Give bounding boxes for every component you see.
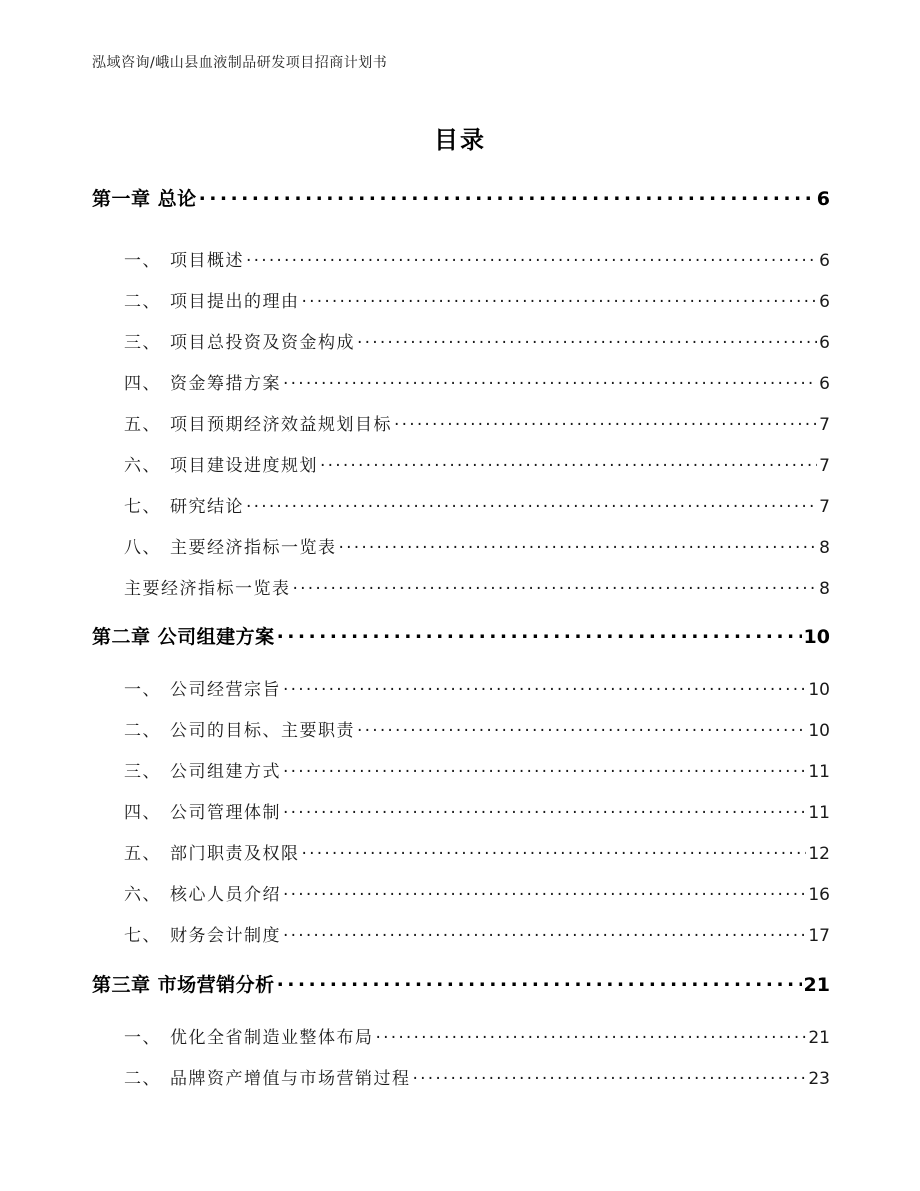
dot-leader [277, 972, 802, 991]
toc-page-number: 6 [819, 251, 830, 271]
toc-page-number: 11 [808, 762, 830, 782]
dot-leader [283, 372, 817, 389]
toc-entry-label [124, 757, 281, 782]
toc-section-1-6[interactable] [124, 451, 830, 476]
section-number: 五、 [124, 415, 161, 435]
toc-page-number: 16 [808, 885, 830, 905]
toc-entry-label [124, 1023, 374, 1048]
section-number: 二、 [124, 1069, 161, 1089]
section-title: 公司组建方式 [170, 762, 281, 782]
dot-leader [246, 249, 817, 266]
toc-section-1-2[interactable] [124, 287, 830, 312]
section-title: 公司管理体制 [170, 803, 281, 823]
toc-entry-label [124, 328, 355, 353]
dot-leader [283, 924, 806, 941]
section-number: 一、 [124, 680, 161, 700]
section-number: 一、 [124, 251, 161, 271]
toc-entry-label: 第三章 市场营销分析 [92, 974, 275, 996]
toc-page-number: 12 [808, 844, 830, 864]
section-number: 三、 [124, 762, 161, 782]
toc-section-3-2[interactable] [124, 1064, 830, 1089]
toc-section-1-5[interactable] [124, 410, 830, 435]
toc-entry-label [124, 369, 281, 394]
section-title: 项目提出的理由 [170, 292, 300, 312]
dot-leader [339, 536, 818, 553]
section-title: 项目预期经济效益规划目标 [170, 415, 392, 435]
section-number: 二、 [124, 292, 161, 312]
section-title: 优化全省制造业整体布局 [170, 1028, 374, 1048]
dot-leader [283, 801, 806, 818]
toc-section-3-1[interactable] [124, 1023, 830, 1048]
toc-entry-label [124, 246, 244, 271]
toc-entry-label [124, 410, 392, 435]
toc-page-number: 7 [819, 415, 830, 435]
running-header: 泓域咨询/峨山县血液制品研发项目招商计划书 [92, 55, 388, 71]
dot-leader [199, 186, 815, 205]
toc-section-2-6[interactable] [124, 880, 830, 905]
section-number: 五、 [124, 844, 161, 864]
dot-leader [357, 331, 817, 348]
section-number: 六、 [124, 885, 161, 905]
dot-leader [277, 624, 802, 643]
toc-page-number: 8 [819, 579, 830, 599]
dot-leader [376, 1026, 807, 1043]
section-number: 一、 [124, 1028, 161, 1048]
dot-leader [320, 454, 817, 471]
toc-page-number: 6 [816, 188, 830, 210]
toc-entry-label: 第二章 公司组建方案 [92, 626, 275, 648]
toc-page-number: 21 [803, 974, 830, 996]
dot-leader [283, 678, 806, 695]
dot-leader [246, 495, 817, 512]
section-title: 项目概述 [170, 251, 244, 271]
dot-leader [394, 413, 817, 430]
toc-section-1-3[interactable] [124, 328, 830, 353]
toc-entry-label [124, 492, 244, 517]
section-title: 核心人员介绍 [170, 885, 281, 905]
toc-table-entry[interactable] [124, 574, 830, 599]
section-title: 公司的目标、主要职责 [170, 721, 355, 741]
section-title: 资金筹措方案 [170, 374, 281, 394]
toc-entry-label [124, 533, 337, 558]
toc-entry-label [124, 716, 355, 741]
toc-page-number: 11 [808, 803, 830, 823]
toc-page-number: 7 [819, 456, 830, 476]
dot-leader [413, 1067, 807, 1084]
section-title: 主要经济指标一览表 [170, 538, 337, 558]
toc-page-number: 7 [819, 497, 830, 517]
toc-section-1-8[interactable] [124, 533, 830, 558]
toc-page-number: 6 [819, 292, 830, 312]
section-number: 二、 [124, 721, 161, 741]
section-title: 项目总投资及资金构成 [170, 333, 355, 353]
toc-section-2-5[interactable] [124, 839, 830, 864]
section-number: 三、 [124, 333, 161, 353]
toc-section-2-1[interactable] [124, 675, 830, 700]
section-number: 四、 [124, 803, 161, 823]
toc-entry-label [124, 287, 300, 312]
section-title: 财务会计制度 [170, 926, 281, 946]
section-title: 部门职责及权限 [170, 844, 300, 864]
section-number: 六、 [124, 456, 161, 476]
dot-leader [302, 842, 807, 859]
section-number: 四、 [124, 374, 161, 394]
toc-page-number: 17 [808, 926, 830, 946]
toc-entry-label [124, 798, 281, 823]
toc-entry-label: 第一章 总论 [92, 188, 197, 210]
toc-entry-label [124, 880, 281, 905]
section-title: 公司经营宗旨 [170, 680, 281, 700]
toc-entry-label [124, 1064, 411, 1089]
toc-entry-label [124, 839, 300, 864]
toc-chapter-3[interactable] [92, 970, 830, 997]
toc-page-number: 10 [803, 626, 830, 648]
toc-entry-label: 主要经济指标一览表 [124, 579, 291, 599]
section-number: 七、 [124, 497, 161, 517]
section-title: 项目建设进度规划 [170, 456, 318, 476]
dot-leader [293, 577, 818, 594]
toc-entry-label [124, 451, 318, 476]
toc-section-2-7[interactable] [124, 921, 830, 946]
dot-leader [283, 883, 806, 900]
toc-page-number: 21 [808, 1028, 830, 1048]
section-number: 八、 [124, 538, 161, 558]
toc-page-number: 6 [819, 333, 830, 353]
toc-page-number: 23 [808, 1069, 830, 1089]
section-title: 品牌资产增值与市场营销过程 [170, 1069, 411, 1089]
toc-section-2-3[interactable] [124, 757, 830, 782]
toc-chapter-1[interactable] [92, 184, 830, 211]
toc-entry-label [124, 921, 281, 946]
toc-page-number: 10 [808, 721, 830, 741]
dot-leader [302, 290, 818, 307]
toc-section-1-7[interactable] [124, 492, 830, 517]
toc-page-number: 10 [808, 680, 830, 700]
toc-section-2-2[interactable] [124, 716, 830, 741]
dot-leader [283, 760, 806, 777]
toc-page-number: 8 [819, 538, 830, 558]
toc-entry-label [124, 675, 281, 700]
toc-section-2-4[interactable] [124, 798, 830, 823]
toc-page-number: 6 [819, 374, 830, 394]
toc-title: 目录 [434, 126, 486, 154]
dot-leader [357, 719, 806, 736]
section-title: 研究结论 [170, 497, 244, 517]
section-number: 七、 [124, 926, 161, 946]
toc-chapter-2[interactable] [92, 622, 830, 649]
toc-section-1-4[interactable] [124, 369, 830, 394]
toc-section-1-1[interactable] [124, 246, 830, 271]
